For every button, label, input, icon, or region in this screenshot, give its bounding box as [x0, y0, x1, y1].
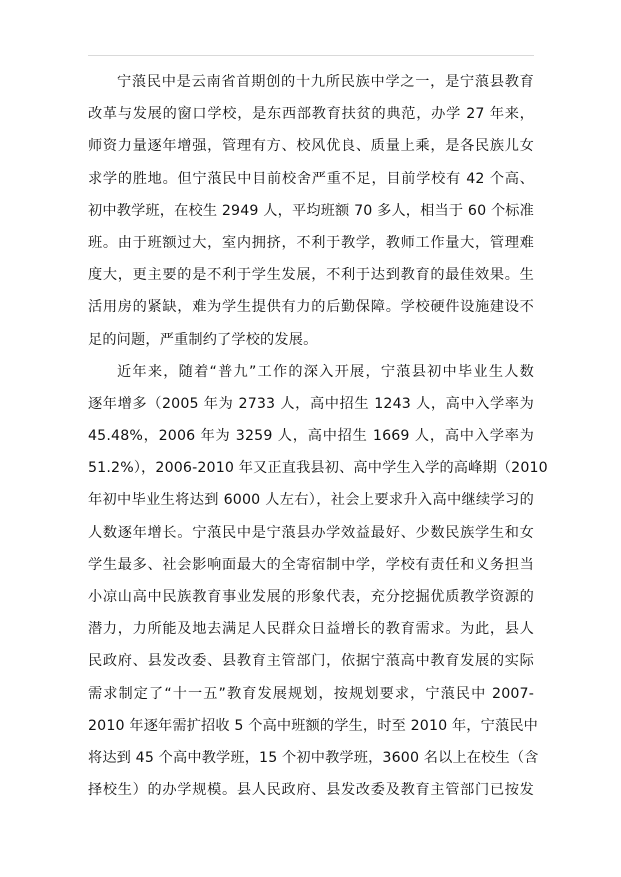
text-line: 班。由于班额过大，室内拥挤，不利于教学，教师工作量大，管理难: [88, 234, 534, 251]
text-line: 民政府、县发改委、县教育主管部门，依据宁蒗高中教育发展的实际: [88, 653, 534, 670]
text-line: 年初中毕业生将达到 6000 人左右），社会上要求升入高中继续学习的: [88, 492, 534, 509]
text-line: 将达到 45 个高中教学班，15 个初中教学班，3600 名以上在校生（含: [88, 749, 539, 766]
text-line: 45.48%，2006 年为 3259 人，高中招生 1669 人，高中入学率为: [88, 428, 534, 445]
text-line: 度大，更主要的是不利于学生发展，不利于达到教育的最佳效果。生: [88, 267, 534, 284]
text-line: 51.2%），2006-2010 年又正直我县初、高中学生入学的高峰期（2010: [88, 460, 548, 477]
text-line: 潜力，力所能及地去满足人民群众日益增长的教育需求。为此，县人: [88, 621, 534, 638]
paragraph-2: [88, 356, 548, 807]
text-line: 师资力量逐年增强，管理有方、校风优良、质量上乘，是各民族儿女: [88, 138, 534, 155]
text-line: 学生最多、社会影响面最大的全寄宿制中学，学校有责任和义务担当: [88, 556, 534, 573]
text-line: 人数逐年增长。宁蒗民中是宁蒗县办学效益最好、少数民族学生和女: [88, 524, 534, 541]
text-line: 改革与发展的窗口学校，是东西部教育扶贫的典范，办学 27 年来，: [88, 106, 534, 123]
text-line: 宁蒗民中是云南省首期创的十九所民族中学之一，是宁蒗县教育: [117, 74, 534, 90]
document-body: [88, 66, 548, 806]
text-line: 近年来，随着“普九”工作的深入开展，宁蒗县初中毕业生人数: [117, 363, 534, 380]
text-line: 2010 年逐年需扩招收 5 个高中班额的学生，时至 2010 年，宁蒗民中: [88, 717, 538, 734]
header-divider: [88, 55, 534, 56]
text-line: 初中教学班，在校生 2949 人，平均班额 70 多人，相当于 60 个标准: [88, 202, 534, 219]
text-line: 逐年增多（2005 年为 2733 人，高中招生 1243 人，高中入学率为: [88, 395, 534, 412]
text-line: 需求制定了“十一五”教育发展规划，按规划要求，宁蒗民中 2007-: [88, 685, 534, 702]
text-line: 择校生）的办学规模。县人民政府、县发改委及教育主管部门已按发: [88, 782, 534, 799]
paragraph-1: [88, 66, 534, 356]
text-line: 活用房的紧缺，难为学生提供有力的后勤保障。学校硬件设施建设不: [88, 299, 534, 316]
text-line: 足的问题，严重制约了学校的发展。: [88, 331, 318, 348]
text-line: 求学的胜地。但宁蒗民中目前校舍严重不足，目前学校有 42 个高、: [88, 170, 534, 187]
text-line: 小凉山高中民族教育事业发展的形象代表，充分挖掘优质教学资源的: [88, 589, 534, 605]
